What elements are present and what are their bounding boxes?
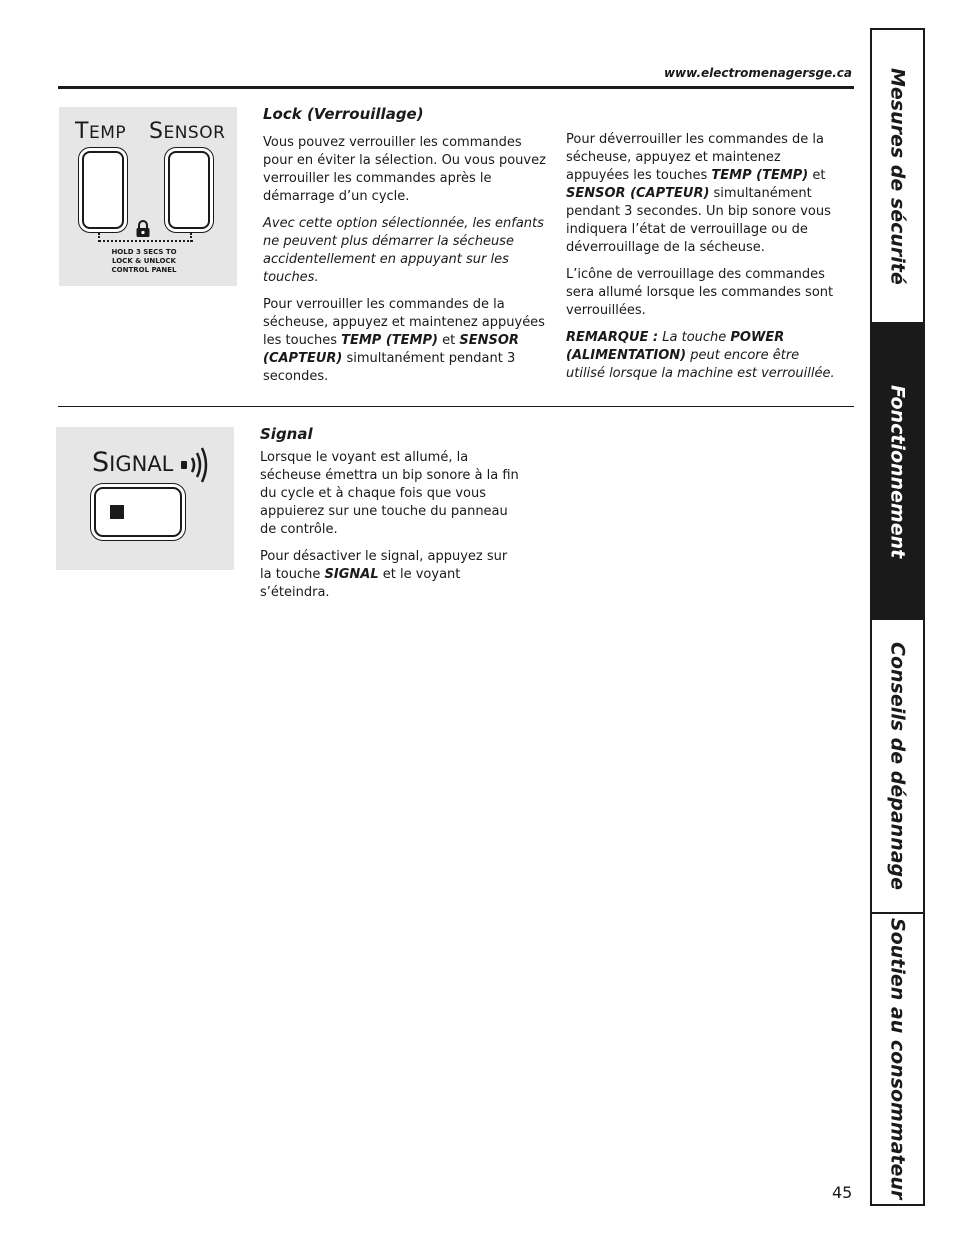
temp-button-label: TEMP bbox=[75, 119, 127, 144]
hold-instruction: HOLD 3 SECS TO LOCK & UNLOCK CONTROL PANEL bbox=[111, 248, 177, 274]
signal-control-panel-illustration bbox=[56, 427, 234, 570]
tab-label: Fonctionnement bbox=[886, 385, 909, 559]
lock-paragraph-note: REMARQUE : La touche POWER (ALIMENTATION) peut encore être utilisé lorsque la machine est verrouillée. bbox=[566, 330, 835, 381]
lock-paragraph-intro: Vous pouvez verrouiller les commandes pour en éviter la sélection. Ou vous pouvez verrouiller les commandes après le démarrage d’un cycle. bbox=[263, 135, 546, 204]
tab-mesures-de-securite[interactable] bbox=[872, 30, 923, 324]
dotted-bracket-right bbox=[190, 233, 194, 242]
tab-label: Soutien au consommateur bbox=[886, 918, 909, 1200]
tab-label: Mesures de sécurité bbox=[886, 67, 909, 285]
lock-column-right bbox=[566, 131, 842, 392]
lock-paragraph-icon: L’icône de verrouillage des commandes sera allumé lorsque les commandes sont verrouillées. bbox=[566, 267, 834, 318]
signal-indicator-light bbox=[110, 505, 124, 519]
signal-section-title: Signal bbox=[260, 425, 313, 443]
dotted-bracket bbox=[99, 240, 193, 244]
lock-column-left bbox=[263, 134, 553, 395]
header-rule bbox=[58, 86, 854, 89]
section-tabs bbox=[870, 28, 925, 1206]
lock-paragraph-how-to-unlock: Pour déverrouiller les commandes de la sécheuse, appuyez et maintenez appuyées les touches TEMP (TEMP) et SENSOR (CAPTEUR) simultanément pendant 3 secondes. Un bip sonore vous indiquera l’état de verrouillage ou de déverrouillage de la sécheuse. bbox=[566, 132, 831, 255]
sound-waves-icon bbox=[180, 446, 210, 484]
lock-icon bbox=[135, 220, 151, 238]
signal-paragraph-on: Lorsque le voyant est allumé, la sécheuse émettra un bip sonore à la fin du cycle et à chaque fois que vous appuierez sur une touche du panneau de contrôle. bbox=[260, 450, 519, 537]
tab-fonctionnement[interactable] bbox=[872, 324, 923, 620]
lock-control-panel-illustration bbox=[59, 107, 237, 286]
sensor-button-label: SENSOR bbox=[149, 119, 226, 144]
signal-paragraph-off: Pour désactiver le signal, appuyez sur la touche SIGNAL et le voyant s’éteindra. bbox=[260, 549, 508, 600]
temp-button[interactable] bbox=[82, 151, 124, 229]
section-divider bbox=[58, 406, 854, 407]
lock-paragraph-how-to-lock: Pour verrouiller les commandes de la sécheuse, appuyez et maintenez appuyées les touches TEMP (TEMP) et SENSOR (CAPTEUR) simultanément pendant 3 secondes. bbox=[263, 297, 545, 384]
tab-conseils-de-depannage[interactable] bbox=[872, 620, 923, 914]
website-url: www.electromenagersge.ca bbox=[663, 66, 852, 80]
page-number: 45 bbox=[832, 1183, 853, 1202]
signal-button-label: SIGNAL bbox=[92, 447, 174, 478]
tab-label: Conseils de dépannage bbox=[886, 641, 909, 891]
tab-soutien-au-consommateur[interactable] bbox=[872, 914, 923, 1204]
lock-section-title: Lock (Verrouillage) bbox=[263, 105, 424, 123]
sensor-button[interactable] bbox=[168, 151, 210, 229]
lock-paragraph-children: Avec cette option sélectionnée, les enfants ne peuvent plus démarrer la sécheuse accidentellement en appuyant sur les touches. bbox=[263, 216, 544, 285]
signal-button[interactable] bbox=[94, 487, 182, 537]
signal-column bbox=[260, 449, 522, 611]
